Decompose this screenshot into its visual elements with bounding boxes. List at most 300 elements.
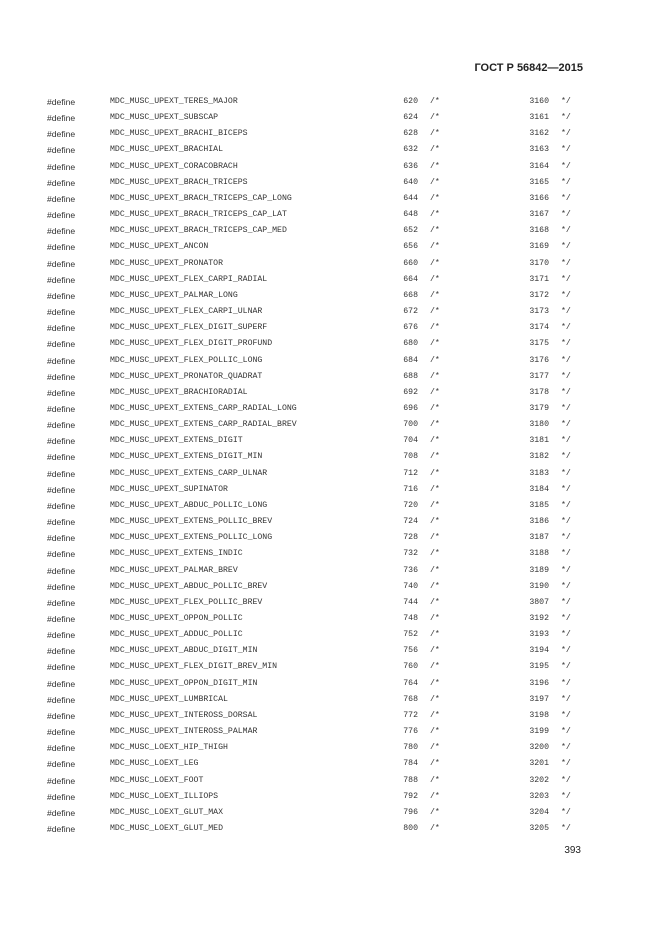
comment-open: /*	[430, 678, 440, 688]
define-keyword: #define	[47, 775, 76, 786]
comment-code: 3175	[529, 339, 549, 349]
define-keyword: #define	[47, 484, 76, 495]
constant-name: MDC_MUSC_UPEXT_PALMAR_BREV	[110, 565, 238, 575]
comment-close: */	[561, 710, 571, 720]
define-row	[0, 353, 661, 369]
define-keyword: #define	[47, 371, 76, 382]
define-row	[0, 773, 661, 789]
define-keyword: #define	[47, 307, 76, 318]
comment-code: 3164	[529, 161, 549, 171]
comment-code: 3203	[529, 791, 549, 801]
constant-value: 620	[403, 97, 418, 106]
comment-code: 3196	[529, 678, 549, 688]
define-keyword: #define	[47, 597, 76, 608]
comment-open: /*	[430, 517, 440, 527]
comment-open: /*	[430, 533, 440, 543]
constant-name: MDC_MUSC_UPEXT_BRACHI_BICEPS	[110, 129, 248, 139]
comment-open: /*	[430, 727, 440, 737]
constant-value: 776	[403, 727, 418, 737]
comment-code: 3163	[529, 145, 549, 155]
define-keyword: #define	[47, 791, 76, 802]
page-number: 393	[564, 845, 581, 856]
comment-code: 3188	[529, 549, 549, 559]
constant-name: MDC_MUSC_UPEXT_EXTENS_INDIC	[110, 549, 243, 559]
define-keyword: #define	[47, 420, 76, 431]
comment-open: /*	[430, 759, 440, 769]
comment-code: 3195	[529, 662, 549, 672]
comment-close: */	[561, 387, 571, 397]
comment-code: 3187	[529, 533, 549, 543]
comment-code: 3204	[529, 807, 549, 817]
comment-open: /*	[430, 129, 440, 139]
comment-close: */	[561, 258, 571, 268]
define-row	[0, 595, 661, 611]
constant-name: MDC_MUSC_UPEXT_SUBSCAP	[110, 113, 219, 123]
comment-code: 3193	[529, 630, 549, 640]
comment-open: /*	[430, 161, 440, 171]
define-row	[0, 239, 661, 255]
define-row	[0, 643, 661, 659]
comment-close: */	[561, 614, 571, 623]
comment-open: /*	[430, 694, 440, 704]
comment-code: 3190	[529, 581, 549, 591]
define-keyword: #define	[47, 436, 76, 447]
define-keyword: #define	[47, 452, 76, 463]
constant-name: MDC_MUSC_UPEXT_EXTENS_POLLIC_BREV	[110, 517, 273, 527]
define-row	[0, 207, 661, 223]
comment-open: /*	[430, 484, 440, 494]
define-row	[0, 740, 661, 756]
constant-name: MDC_MUSC_UPEXT_SUPINATOR	[110, 484, 228, 494]
define-row	[0, 466, 661, 482]
comment-code: 3172	[529, 290, 549, 300]
constant-value: 788	[403, 775, 418, 785]
comment-close: */	[561, 565, 571, 575]
define-keyword: #define	[47, 727, 76, 738]
comment-close: */	[561, 807, 571, 817]
constant-name: MDC_MUSC_UPEXT_PRONATOR	[110, 258, 224, 268]
comment-code: 3166	[529, 193, 549, 203]
comment-open: /*	[430, 242, 440, 252]
comment-code: 3171	[529, 274, 549, 284]
comment-open: /*	[430, 807, 440, 817]
comment-open: /*	[430, 177, 440, 187]
constant-value: 716	[403, 484, 418, 494]
define-keyword: #define	[47, 533, 76, 544]
comment-close: */	[561, 500, 571, 510]
comment-close: */	[561, 678, 571, 688]
define-keyword: #define	[47, 355, 76, 366]
comment-close: */	[561, 210, 571, 220]
comment-code: 3174	[529, 323, 549, 333]
define-keyword: #define	[47, 339, 76, 350]
comment-open: /*	[430, 339, 440, 349]
constant-name: MDC_MUSC_UPEXT_OPPON_DIGIT_MIN	[110, 678, 258, 688]
define-keyword: #define	[47, 517, 76, 528]
comment-close: */	[561, 436, 571, 446]
comment-close: */	[561, 484, 571, 494]
define-keyword: #define	[47, 614, 76, 624]
define-keyword: #define	[47, 549, 76, 560]
define-keyword: #define	[47, 258, 76, 269]
constant-name: MDC_MUSC_UPEXT_CORACOBRACH	[110, 161, 238, 171]
constant-value: 636	[403, 161, 418, 171]
comment-code: 3170	[529, 258, 549, 268]
comment-code: 3186	[529, 517, 549, 527]
define-row	[0, 449, 661, 465]
comment-code: 3185	[529, 500, 549, 510]
comment-close: */	[561, 452, 571, 462]
comment-code: 3189	[529, 565, 549, 575]
constant-name: MDC_MUSC_UPEXT_BRACH_TRICEPS	[110, 177, 248, 187]
define-keyword: #define	[47, 646, 76, 657]
comment-open: /*	[430, 355, 440, 365]
constant-value: 764	[403, 678, 418, 688]
comment-code: 3181	[529, 436, 549, 446]
comment-close: */	[561, 630, 571, 640]
comment-code: 3177	[529, 371, 549, 381]
comment-open: /*	[430, 646, 440, 656]
define-keyword: #define	[47, 97, 76, 107]
define-row	[0, 789, 661, 805]
constant-name: MDC_MUSC_UPEXT_FLEX_CARPI_RADIAL	[110, 274, 268, 284]
comment-close: */	[561, 274, 571, 284]
define-keyword: #define	[47, 630, 76, 641]
comment-close: */	[561, 371, 571, 381]
constant-value: 672	[403, 307, 418, 317]
constant-name: MDC_MUSC_UPEXT_FLEX_POLLIC_LONG	[110, 355, 263, 365]
comment-code: 3200	[529, 743, 549, 753]
comment-code: 3169	[529, 242, 549, 252]
define-row	[0, 272, 661, 288]
define-keyword: #define	[47, 678, 76, 689]
define-row	[0, 142, 661, 158]
constant-value: 628	[403, 129, 418, 139]
comment-open: /*	[430, 420, 440, 430]
constant-value: 700	[403, 420, 418, 430]
define-keyword: #define	[47, 743, 76, 754]
constant-value: 720	[403, 500, 418, 510]
comment-close: */	[561, 226, 571, 236]
define-keyword: #define	[47, 274, 76, 285]
define-keyword: #define	[47, 387, 76, 398]
comment-open: /*	[430, 274, 440, 284]
comment-code: 3168	[529, 226, 549, 236]
define-row	[0, 223, 661, 239]
constant-value: 756	[403, 646, 418, 656]
constant-name: MDC_MUSC_LOEXT_LEG	[110, 759, 199, 769]
define-keyword: #define	[47, 161, 76, 172]
define-keyword: #define	[47, 290, 76, 301]
constant-name: MDC_MUSC_UPEXT_PRONATOR_QUADRAT	[110, 371, 263, 381]
comment-close: */	[561, 662, 571, 672]
constant-value: 784	[403, 759, 418, 769]
constant-name: MDC_MUSC_UPEXT_EXTENS_CARP_ULNAR	[110, 468, 268, 478]
constant-name: MDC_MUSC_UPEXT_TERES_MAJOR	[110, 97, 238, 106]
comment-open: /*	[430, 824, 440, 834]
constant-value: 792	[403, 791, 418, 801]
comment-open: /*	[430, 145, 440, 155]
comment-close: */	[561, 403, 571, 413]
comment-close: */	[561, 468, 571, 478]
comment-close: */	[561, 743, 571, 753]
constant-name: MDC_MUSC_UPEXT_BRACHIORADIAL	[110, 387, 248, 397]
comment-code: 3167	[529, 210, 549, 220]
constant-value: 640	[403, 177, 418, 187]
define-keyword: #define	[47, 226, 76, 237]
constant-name: MDC_MUSC_UPEXT_LUMBRICAL	[110, 694, 228, 704]
comment-open: /*	[430, 403, 440, 413]
define-row	[0, 676, 661, 692]
define-row	[0, 692, 661, 708]
comment-close: */	[561, 129, 571, 139]
define-keyword: #define	[47, 807, 76, 818]
comment-open: /*	[430, 549, 440, 559]
comment-open: /*	[430, 258, 440, 268]
comment-close: */	[561, 242, 571, 252]
constant-value: 748	[403, 614, 418, 623]
comment-close: */	[561, 517, 571, 527]
comment-close: */	[561, 791, 571, 801]
comment-open: /*	[430, 371, 440, 381]
constant-name: MDC_MUSC_UPEXT_BRACH_TRICEPS_CAP_LAT	[110, 210, 287, 220]
constant-value: 688	[403, 371, 418, 381]
define-row	[0, 175, 661, 191]
constant-name: MDC_MUSC_UPEXT_EXTENS_CARP_RADIAL_LONG	[110, 403, 297, 413]
constant-name: MDC_MUSC_UPEXT_BRACH_TRICEPS_CAP_LONG	[110, 193, 292, 203]
define-row	[0, 256, 661, 272]
comment-close: */	[561, 824, 571, 834]
define-keyword: #define	[47, 824, 76, 835]
constant-value: 632	[403, 145, 418, 155]
constant-name: MDC_MUSC_UPEXT_ADDUC_POLLIC	[110, 630, 243, 640]
document-id: ГОСТ Р 56842—2015	[474, 62, 583, 74]
define-row	[0, 563, 661, 579]
define-row	[0, 288, 661, 304]
comment-code: 3194	[529, 646, 549, 656]
comment-close: */	[561, 775, 571, 785]
constant-name: MDC_MUSC_UPEXT_FLEX_POLLIC_BREV	[110, 597, 263, 607]
constant-value: 676	[403, 323, 418, 333]
constant-value: 656	[403, 242, 418, 252]
comment-close: */	[561, 597, 571, 607]
comment-open: /*	[430, 193, 440, 203]
comment-open: /*	[430, 597, 440, 607]
constant-value: 732	[403, 549, 418, 559]
define-keyword: #define	[47, 759, 76, 770]
define-row	[0, 498, 661, 514]
define-keyword: #define	[47, 710, 76, 721]
comment-code: 3807	[529, 597, 549, 607]
comment-open: /*	[430, 775, 440, 785]
constant-value: 796	[403, 807, 418, 817]
define-row	[0, 708, 661, 724]
constant-name: MDC_MUSC_UPEXT_EXTENS_CARP_RADIAL_BREV	[110, 420, 297, 430]
define-row	[0, 482, 661, 498]
comment-close: */	[561, 323, 571, 333]
comment-open: /*	[430, 436, 440, 446]
define-row	[0, 126, 661, 142]
constant-name: MDC_MUSC_UPEXT_ABDUC_POLLIC_LONG	[110, 500, 268, 510]
comment-close: */	[561, 97, 571, 106]
define-keyword: #define	[47, 129, 76, 140]
define-row	[0, 724, 661, 740]
constant-name: MDC_MUSC_UPEXT_FLEX_DIGIT_SUPERF	[110, 323, 268, 333]
constant-name: MDC_MUSC_LOEXT_ILLIOPS	[110, 791, 219, 801]
define-row	[0, 159, 661, 175]
comment-close: */	[561, 193, 571, 203]
define-keyword: #define	[47, 468, 76, 479]
constant-value: 692	[403, 387, 418, 397]
define-row	[0, 530, 661, 546]
comment-code: 3202	[529, 775, 549, 785]
define-row	[0, 627, 661, 643]
constant-value: 684	[403, 355, 418, 365]
comment-close: */	[561, 646, 571, 656]
comment-open: /*	[430, 97, 440, 106]
constant-name: MDC_MUSC_UPEXT_ANCON	[110, 242, 209, 252]
constant-value: 660	[403, 258, 418, 268]
comment-code: 3184	[529, 484, 549, 494]
constant-name: MDC_MUSC_UPEXT_ABDUC_POLLIC_BREV	[110, 581, 268, 591]
comment-close: */	[561, 145, 571, 155]
constant-value: 624	[403, 113, 418, 123]
constant-value: 724	[403, 517, 418, 527]
constant-value: 772	[403, 710, 418, 720]
constant-value: 648	[403, 210, 418, 220]
define-keyword: #define	[47, 403, 76, 414]
constant-name: MDC_MUSC_UPEXT_INTEROSS_PALMAR	[110, 727, 258, 737]
comment-close: */	[561, 339, 571, 349]
define-row	[0, 94, 661, 110]
comment-close: */	[561, 290, 571, 300]
define-row	[0, 579, 661, 595]
define-keyword: #define	[47, 210, 76, 221]
constant-name: MDC_MUSC_UPEXT_EXTENS_POLLIC_LONG	[110, 533, 273, 543]
define-row	[0, 385, 661, 401]
comment-code: 3192	[529, 614, 549, 623]
comment-open: /*	[430, 791, 440, 801]
comment-code: 3165	[529, 177, 549, 187]
comment-code: 3160	[529, 97, 549, 106]
constant-value: 780	[403, 743, 418, 753]
constant-name: MDC_MUSC_UPEXT_EXTENS_DIGIT_MIN	[110, 452, 263, 462]
comment-code: 3180	[529, 420, 549, 430]
constant-value: 728	[403, 533, 418, 543]
constant-value: 704	[403, 436, 418, 446]
define-keyword: #define	[47, 694, 76, 705]
comment-code: 3161	[529, 113, 549, 123]
constant-name: MDC_MUSC_LOEXT_FOOT	[110, 775, 204, 785]
comment-code: 3201	[529, 759, 549, 769]
comment-open: /*	[430, 662, 440, 672]
constant-value: 736	[403, 565, 418, 575]
comment-open: /*	[430, 614, 440, 623]
comment-open: /*	[430, 113, 440, 123]
define-keyword: #define	[47, 581, 76, 592]
constant-value: 712	[403, 468, 418, 478]
comment-code: 3173	[529, 307, 549, 317]
define-row	[0, 611, 661, 627]
comment-close: */	[561, 177, 571, 187]
define-keyword: #define	[47, 145, 76, 156]
comment-code: 3197	[529, 694, 549, 704]
comment-close: */	[561, 549, 571, 559]
define-row	[0, 320, 661, 336]
define-row	[0, 433, 661, 449]
comment-close: */	[561, 694, 571, 704]
define-row	[0, 401, 661, 417]
define-keyword: #define	[47, 113, 76, 124]
constant-name: MDC_MUSC_LOEXT_GLUT_MAX	[110, 807, 224, 817]
comment-open: /*	[430, 452, 440, 462]
define-row	[0, 417, 661, 433]
constant-name: MDC_MUSC_UPEXT_INTEROSS_DORSAL	[110, 710, 258, 720]
constant-name: MDC_MUSC_UPEXT_FLEX_DIGIT_PROFUND	[110, 339, 273, 349]
constant-value: 744	[403, 597, 418, 607]
define-row	[0, 369, 661, 385]
comment-close: */	[561, 420, 571, 430]
define-keyword: #define	[47, 193, 76, 204]
comment-open: /*	[430, 387, 440, 397]
define-row	[0, 821, 661, 837]
comment-open: /*	[430, 226, 440, 236]
constant-value: 752	[403, 630, 418, 640]
comment-code: 3182	[529, 452, 549, 462]
define-row	[0, 546, 661, 562]
constant-value: 760	[403, 662, 418, 672]
constant-name: MDC_MUSC_UPEXT_OPPON_POLLIC	[110, 614, 243, 623]
comment-code: 3176	[529, 355, 549, 365]
define-row	[0, 336, 661, 352]
comment-close: */	[561, 533, 571, 543]
define-row	[0, 756, 661, 772]
constant-name: MDC_MUSC_UPEXT_PALMAR_LONG	[110, 290, 238, 300]
define-keyword: #define	[47, 500, 76, 511]
constant-name: MDC_MUSC_UPEXT_BRACH_TRICEPS_CAP_MED	[110, 226, 287, 236]
comment-close: */	[561, 759, 571, 769]
comment-open: /*	[430, 630, 440, 640]
define-row	[0, 659, 661, 675]
constant-value: 664	[403, 274, 418, 284]
comment-close: */	[561, 307, 571, 317]
comment-open: /*	[430, 710, 440, 720]
define-keyword: #define	[47, 177, 76, 188]
constant-value: 644	[403, 193, 418, 203]
constant-name: MDC_MUSC_UPEXT_FLEX_CARPI_ULNAR	[110, 307, 263, 317]
comment-code: 3199	[529, 727, 549, 737]
constant-value: 800	[403, 824, 418, 834]
comment-open: /*	[430, 290, 440, 300]
constant-value: 708	[403, 452, 418, 462]
define-keyword: #define	[47, 662, 76, 673]
constant-value: 740	[403, 581, 418, 591]
comment-close: */	[561, 355, 571, 365]
define-row	[0, 805, 661, 821]
define-row	[0, 191, 661, 207]
comment-open: /*	[430, 210, 440, 220]
comment-close: */	[561, 113, 571, 123]
comment-open: /*	[430, 323, 440, 333]
define-row	[0, 304, 661, 320]
comment-code: 3178	[529, 387, 549, 397]
constant-name: MDC_MUSC_UPEXT_FLEX_DIGIT_BREV_MIN	[110, 662, 278, 672]
comment-close: */	[561, 581, 571, 591]
constant-value: 680	[403, 339, 418, 349]
constant-value: 696	[403, 403, 418, 413]
define-list	[0, 94, 661, 837]
constant-name: MDC_MUSC_UPEXT_BRACHIAL	[110, 145, 224, 155]
